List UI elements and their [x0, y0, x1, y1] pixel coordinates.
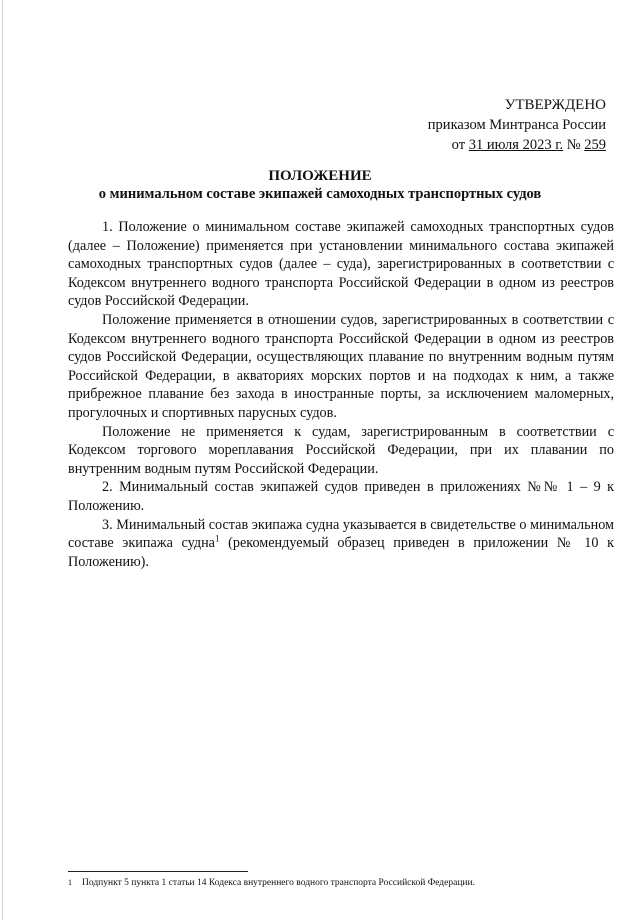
- document-body: [68, 218, 614, 571]
- document-title: ПОЛОЖЕНИЕ: [268, 168, 372, 184]
- paragraph-1: 1. Положение о минимальном составе экипажей самоходных транспортных судов (далее – Положение) применяется при установлении минимального состава экипажей самоходных транспортных судов (далее – суда), зарегистрированных в соответствии с Кодексом внутреннего водного транспорта Российской Федерации в одном из реестров судов Российской Федерации.: [68, 219, 614, 310]
- footnote-text: Подпункт 5 пункта 1 статьи 14 Кодекса внутреннего водного транспорта Российской Федерации.: [82, 878, 475, 888]
- approval-date: 31 июля 2023 г.: [468, 137, 564, 153]
- paragraph-3: Положение не применяется к судам, зарегистрированным в соответствии с Кодексом торгового мореплавания Российской Федерации, при их плавании по внутренним водным путям Российской Федерации.: [68, 423, 614, 477]
- approval-title: УТВЕРЖДЕНО: [504, 97, 606, 113]
- scan-edge: [2, 0, 3, 920]
- paragraph-5-text-before: 3. Минимальный состав экипажа судна указывается в свидетельстве о минимальном составе экипажа судна: [68, 516, 614, 552]
- paragraph-5-text-after: (рекомендуемый образец приведен в приложении № 10 к Положению).: [68, 535, 615, 570]
- footnote-mark: 1: [68, 878, 72, 887]
- footnote: [68, 877, 475, 889]
- approval-date-line: [428, 135, 606, 155]
- footnote-ref: 1: [214, 533, 220, 544]
- paragraph-4: 2. Минимальный состав экипажей судов приведен в приложениях №№ 1 – 9 к Положению.: [68, 479, 614, 514]
- approval-number: 259: [584, 137, 606, 153]
- paragraph-5: [68, 516, 614, 572]
- paragraph-2: Положение применяется в отношении судов, зарегистрированных в соответствии с Кодексом внутреннего водного транспорта Российской Федерации в одном из реестров судов Российской Федерации, осуществляющих плавание по внутренним водным путям Российской Федерации, в акваториях морских портов и на подходах к ним, а также прибрежное плавание без захода в иностранные порты, за исключением маломерных, прогулочных и спортивных парусных судов.: [68, 311, 614, 421]
- approval-date-prefix: от: [451, 137, 469, 153]
- approval-order-line: приказом Минтранса России: [427, 117, 606, 133]
- approval-number-sign: №: [563, 137, 585, 153]
- approval-stamp: [428, 95, 606, 155]
- footnote-separator: [68, 871, 248, 872]
- document-subtitle: о минимальном составе экипажей самоходных транспортных судов: [98, 186, 542, 202]
